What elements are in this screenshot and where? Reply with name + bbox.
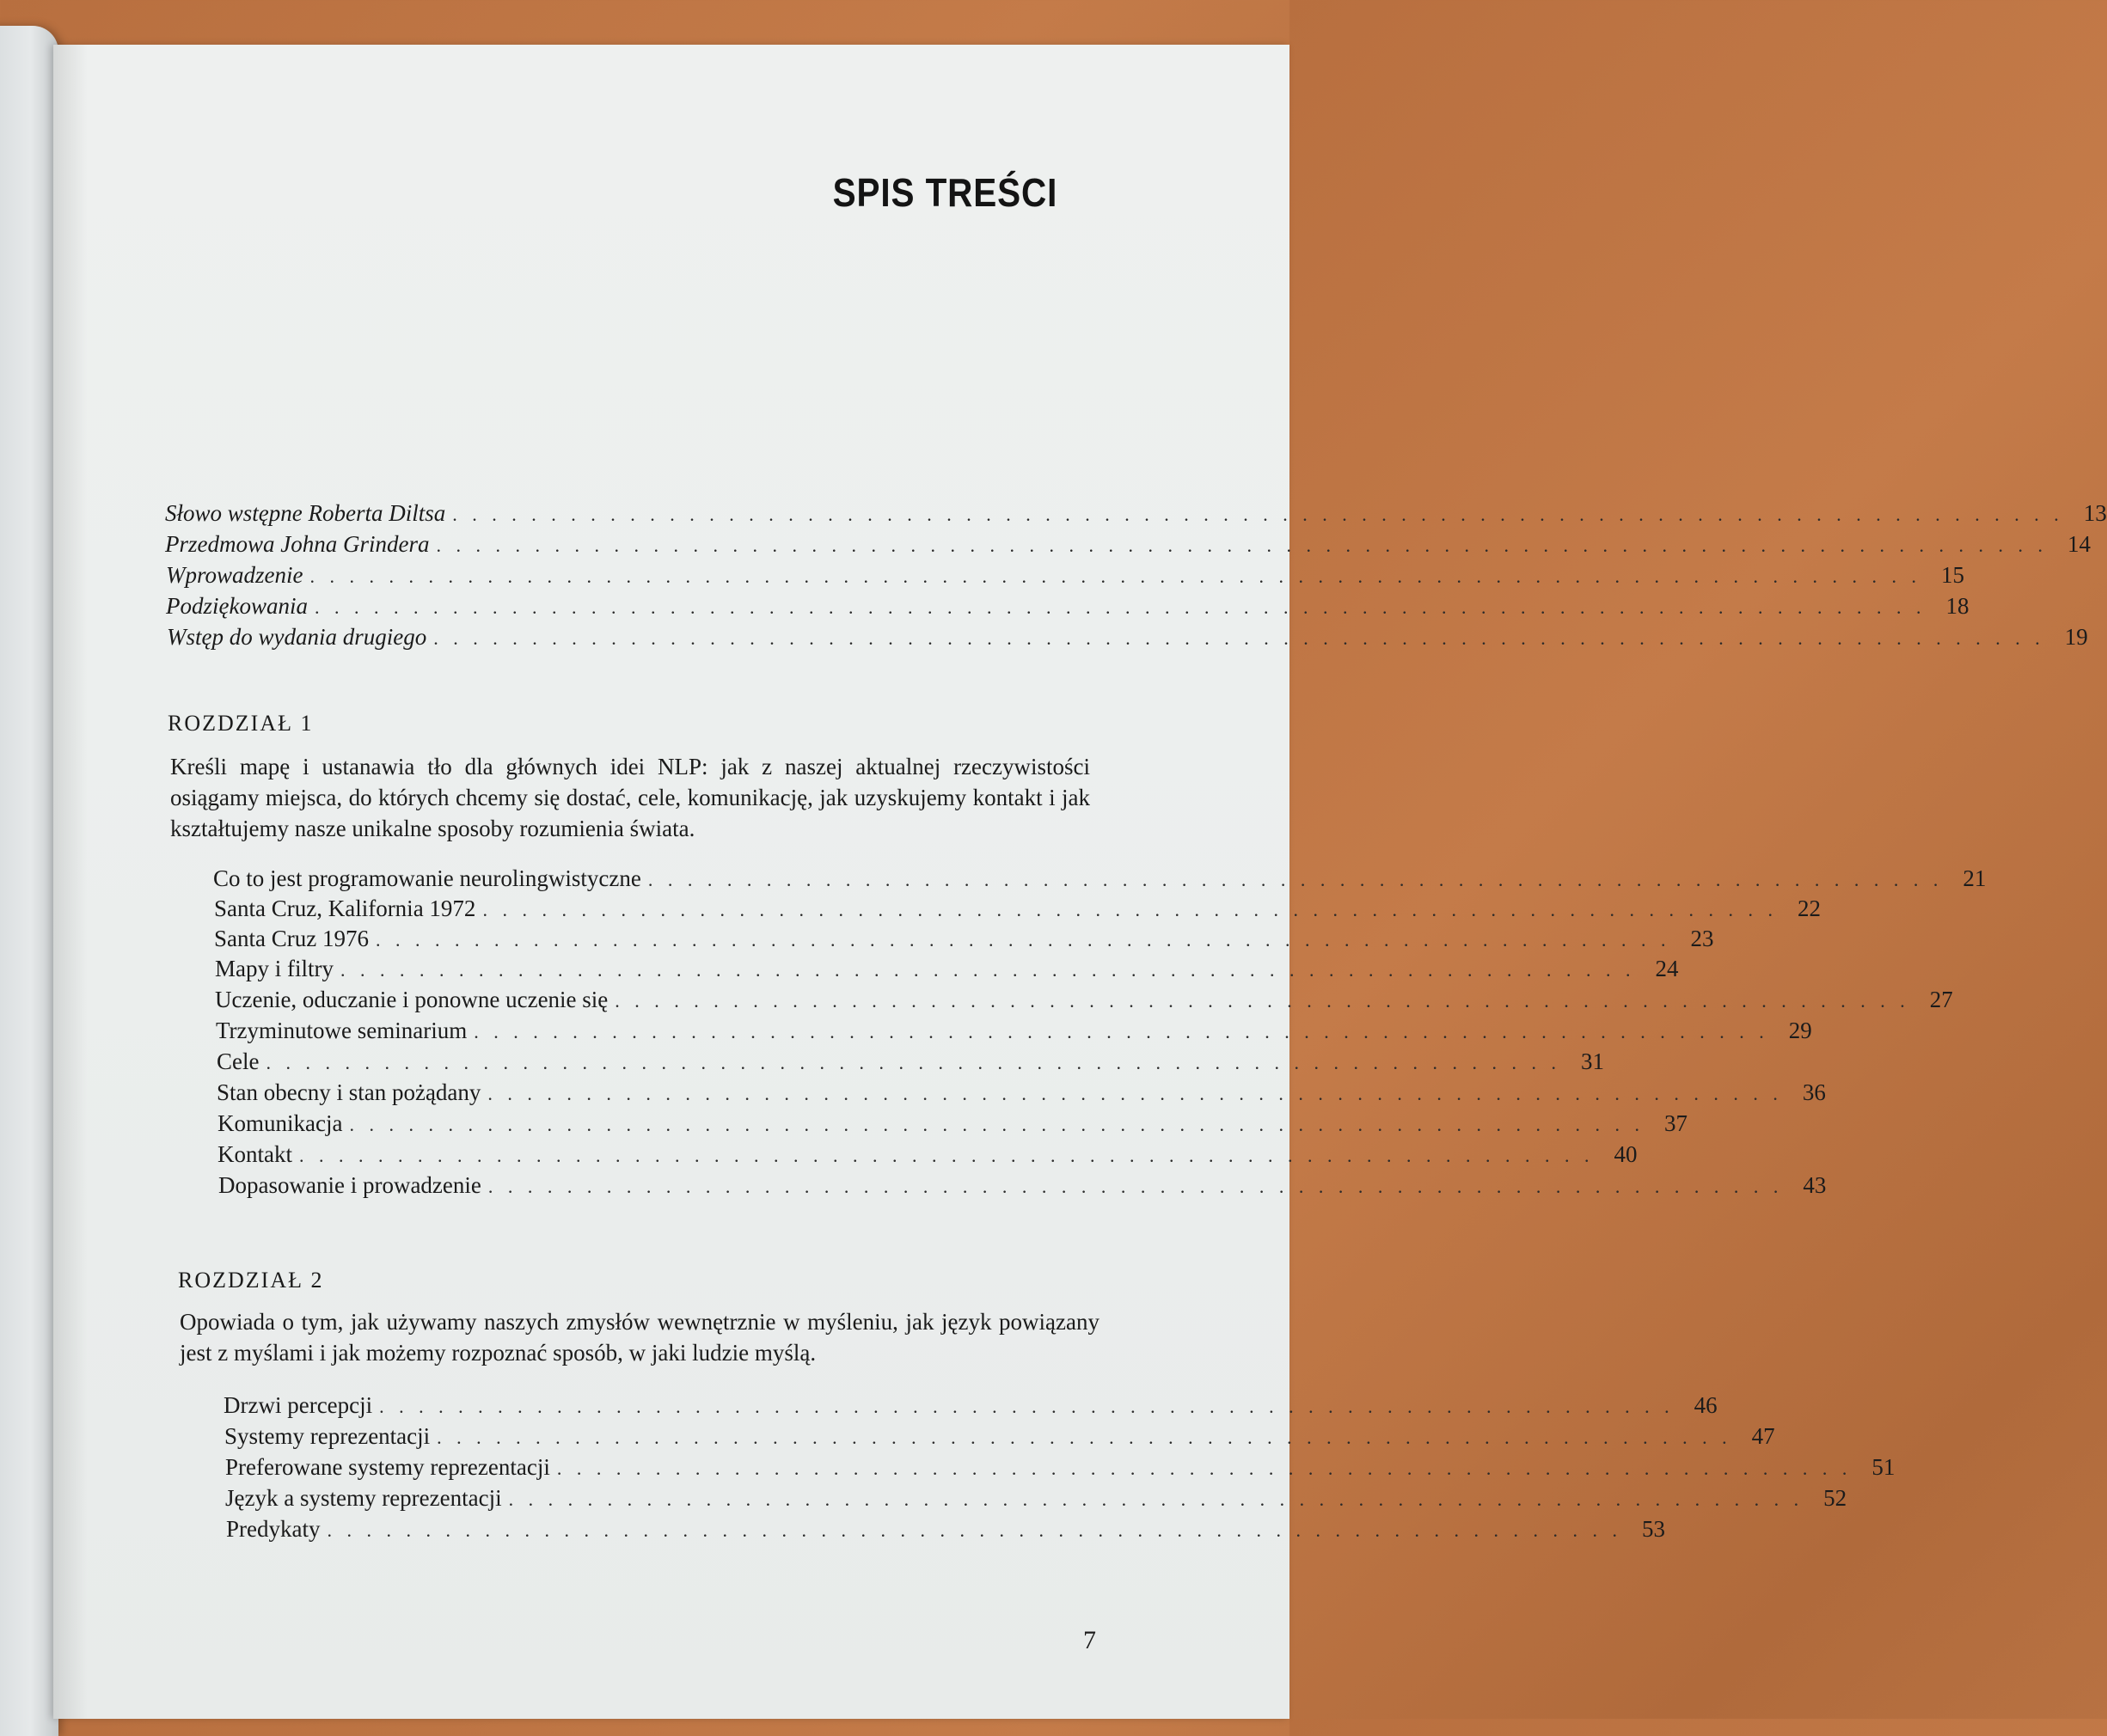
leader-dots: . . . . . . . . . . . . . . . . . . . . . . . . . . . . . . . . . . . . . . . . . . . . . . . . . . . . . . . . . . . . . . . . . . — [299, 1145, 1595, 1166]
leader-dots: . . . . . . . . . . . . . . . . . . . . . . . . . . . . . . . . . . . . . . . . . . . . . . . . . . . . . . . . . . . . . . . . . . — [327, 1519, 1622, 1541]
facing-page-edge — [0, 26, 58, 1736]
page-number: 7 — [1083, 1626, 1096, 1654]
leader-dots: . . . . . . . . . . . . . . . . . . . . . . . . . . . . . . . . . . . . . . . . . . . . . . . . . . . . . . . . . . . . . . . . . . — [349, 1114, 1645, 1135]
leader-dots: . . . . . . . . . . . . . . . . . . . . . . . . . . . . . . . . . . . . . . . . . . . . . . . . . . . . . . . . . . . . . . . . . . — [615, 990, 1910, 1012]
toc-entry-page: 40 — [1614, 1141, 1638, 1167]
toc-entry-page: 27 — [1929, 987, 1953, 1012]
toc-entry — [167, 624, 2088, 651]
toc-entry-page: 14 — [2067, 531, 2091, 557]
toc-entry — [216, 1018, 1812, 1044]
leader-dots: . . . . . . . . . . . . . . . . . . . . . . . . . . . . . . . . . . . . . . . . . . . . . . . . . . . . . . . . . . . . . . . . . . — [437, 1427, 1732, 1448]
leader-dots: . . . . . . . . . . . . . . . . . . . . . . . . . . . . . . . . . . . . . . . . . . . . . . . . . . . . . . . . . . . . . . . . . . . . . . . . . . . . . . . . . . — [452, 504, 2064, 525]
toc-entry — [226, 1516, 1665, 1543]
toc-entry-page: 43 — [1803, 1172, 1827, 1198]
leader-dots: . . . . . . . . . . . . . . . . . . . . . . . . . . . . . . . . . . . . . . . . . . . . . . . . . . . . . . . . . . . . . . . . . . — [482, 899, 1778, 920]
toc-entry-page: 51 — [1871, 1454, 1896, 1480]
toc-entry-page: 29 — [1788, 1018, 1812, 1043]
toc-entry — [165, 531, 2091, 558]
toc-entry-page: 18 — [1945, 593, 1969, 619]
leader-dots: . . . . . . . . . . . . . . . . . . . . . . . . . . . . . . . . . . . . . . . . . . . . . . . . . . . . . . . . . . . . . . . . . . — [487, 1176, 1784, 1197]
toc-entry-label: Wprowadzenie — [166, 562, 303, 588]
toc-entry — [166, 593, 1969, 620]
page-title: SPIS TREŚCI — [832, 170, 1057, 215]
leader-dots: . . . . . . . . . . . . . . . . . . . . . . . . . . . . . . . . . . . . . . . . . . . . . . . . . . . . . . . . . . . . . . . . . . — [474, 1021, 1769, 1042]
toc-entry-page: 47 — [1751, 1423, 1775, 1449]
toc-entry-page: 31 — [1580, 1048, 1604, 1074]
leader-dots: . . . . . . . . . . . . . . . . . . . . . . . . . . . . . . . . . . . . . . . . . . . . . . . . . . . . . . . . . . . . . . . . . . . . . . . . . . . . . . . . . . — [309, 565, 1921, 587]
toc-entry-page: 37 — [1663, 1110, 1687, 1136]
toc-entry — [225, 1485, 1847, 1512]
toc-entry — [215, 987, 1953, 1013]
chapter-description: Opowiada o tym, jak używamy naszych zmysłów wewnętrznie w myśleniu, jak język powiązany jest z myślami i jak możemy rozpoznać sposób, w jaki ludzie myślą. — [180, 1309, 1099, 1366]
toc-entry-label: Uczenie, oduczanie i ponowne uczenie się — [215, 987, 609, 1012]
toc-entry — [218, 1172, 1827, 1199]
leader-dots: . . . . . . . . . . . . . . . . . . . . . . . . . . . . . . . . . . . . . . . . . . . . . . . . . . . . . . . . . . . . . . . . . . . . . . . . . . . . . . . . . . — [436, 535, 2048, 556]
toc-entry — [225, 1454, 1896, 1481]
toc-entry-label: Kontakt — [217, 1141, 292, 1167]
toc-entry-label: Podziękowania — [166, 593, 308, 619]
toc-entry-label: Santa Cruz 1976 — [214, 926, 369, 951]
chapter-heading: ROZDZIAŁ 1 — [168, 711, 314, 736]
toc-entry — [217, 1141, 1638, 1168]
leader-dots: . . . . . . . . . . . . . . . . . . . . . . . . . . . . . . . . . . . . . . . . . . . . . . . . . . . . . . . . . . . . . . . . . . — [379, 1396, 1675, 1417]
toc-entry-label: Wstęp do wydania drugiego — [167, 624, 427, 650]
leader-dots: . . . . . . . . . . . . . . . . . . . . . . . . . . . . . . . . . . . . . . . . . . . . . . . . . . . . . . . . . . . . . . . . . . — [375, 929, 1671, 951]
toc-entry — [224, 1392, 1718, 1419]
leader-dots: . . . . . . . . . . . . . . . . . . . . . . . . . . . . . . . . . . . . . . . . . . . . . . . . . . . . . . . . . . . . . . . . . . — [508, 1488, 1804, 1510]
toc-entry-label: Cele — [217, 1048, 260, 1074]
toc-entry-label: Santa Cruz, Kalifornia 1972 — [214, 896, 476, 921]
toc-entry — [213, 865, 1987, 892]
toc-entry — [214, 926, 1714, 952]
toc-entry-label: Stan obecny i stan pożądany — [217, 1079, 481, 1105]
toc-entry-label: Słowo wstępne Roberta Diltsa — [165, 500, 446, 526]
leader-dots: . . . . . . . . . . . . . . . . . . . . . . . . . . . . . . . . . . . . . . . . . . . . . . . . . . . . . . . . . . . . . . . . . . . . . . . . . . . . . . . . . . — [433, 627, 2045, 649]
toc-entry-page: 13 — [2083, 500, 2107, 526]
toc-entry — [217, 1048, 1604, 1075]
leader-dots: . . . . . . . . . . . . . . . . . . . . . . . . . . . . . . . . . . . . . . . . . . . . . . . . . . . . . . . . . . . . . . . . . . — [266, 1052, 1561, 1073]
toc-entry-page: 23 — [1690, 926, 1714, 951]
toc-entry — [217, 1110, 1687, 1137]
leader-dots: . . . . . . . . . . . . . . . . . . . . . . . . . . . . . . . . . . . . . . . . . . . . . . . . . . . . . . . . . . . . . . . . . . . . . . . . . . . . . . . . . . — [314, 596, 1926, 618]
toc-entry — [224, 1423, 1775, 1450]
toc-entry-page: 46 — [1694, 1392, 1718, 1418]
toc-entry-label: Mapy i filtry — [215, 956, 334, 981]
toc-entry-page: 15 — [1940, 562, 1964, 588]
toc-entry-page: 53 — [1641, 1516, 1665, 1542]
toc-entry-label: Komunikacja — [217, 1110, 343, 1136]
toc-entry-page: 21 — [1963, 865, 1987, 891]
toc-entry-label: Przedmowa Johna Grindera — [165, 531, 430, 557]
toc-entry-label: Dopasowanie i prowadzenie — [218, 1172, 481, 1198]
toc-entry-page: 52 — [1823, 1485, 1847, 1511]
toc-entry-page: 19 — [2064, 624, 2088, 650]
leader-dots: . . . . . . . . . . . . . . . . . . . . . . . . . . . . . . . . . . . . . . . . . . . . . . . . . . . . . . . . . . . . . . . . . . — [487, 1083, 1783, 1104]
leader-dots: . . . . . . . . . . . . . . . . . . . . . . . . . . . . . . . . . . . . . . . . . . . . . . . . . . . . . . . . . . . . . . . . . . — [556, 1458, 1853, 1479]
leader-dots: . . . . . . . . . . . . . . . . . . . . . . . . . . . . . . . . . . . . . . . . . . . . . . . . . . . . . . . . . . . . . . . . . . — [647, 869, 1944, 890]
toc-entry-page: 24 — [1655, 956, 1679, 981]
book-page — [53, 45, 2107, 1719]
toc-entry-page: 36 — [1802, 1079, 1826, 1105]
chapter-description: Kreśli mapę i ustanawia tło dla głównych idei NLP: jak z naszej aktualnej rzeczywistości osiągamy miejsca, do których chcemy się dostać, cele, komunikację, jak uzyskujemy kontakt i jak kształtujemy nasze unikalne sposoby rozumienia świata. — [170, 754, 1090, 841]
toc-entry-label: Preferowane systemy reprezentacji — [225, 1454, 550, 1480]
toc-entry-label: Trzyminutowe seminarium — [216, 1018, 468, 1043]
toc-entry-label: Predykaty — [226, 1516, 321, 1542]
toc-entry — [166, 562, 1964, 589]
toc-entry-label: Język a systemy reprezentacji — [225, 1485, 502, 1511]
leader-dots: . . . . . . . . . . . . . . . . . . . . . . . . . . . . . . . . . . . . . . . . . . . . . . . . . . . . . . . . . . . . . . . . . . — [340, 959, 1636, 981]
toc-entry-page: 22 — [1797, 896, 1821, 921]
toc-entry-label: Drzwi percepcji — [224, 1392, 373, 1418]
toc-entry — [215, 956, 1679, 982]
toc-entry-label: Systemy reprezentacji — [224, 1423, 431, 1449]
chapter-heading: ROZDZIAŁ 2 — [178, 1268, 324, 1293]
toc-entry — [165, 500, 2107, 527]
toc-entry — [214, 896, 1821, 922]
toc-entry — [217, 1079, 1826, 1106]
toc-entry-label: Co to jest programowanie neurolingwistyczne — [213, 865, 641, 891]
